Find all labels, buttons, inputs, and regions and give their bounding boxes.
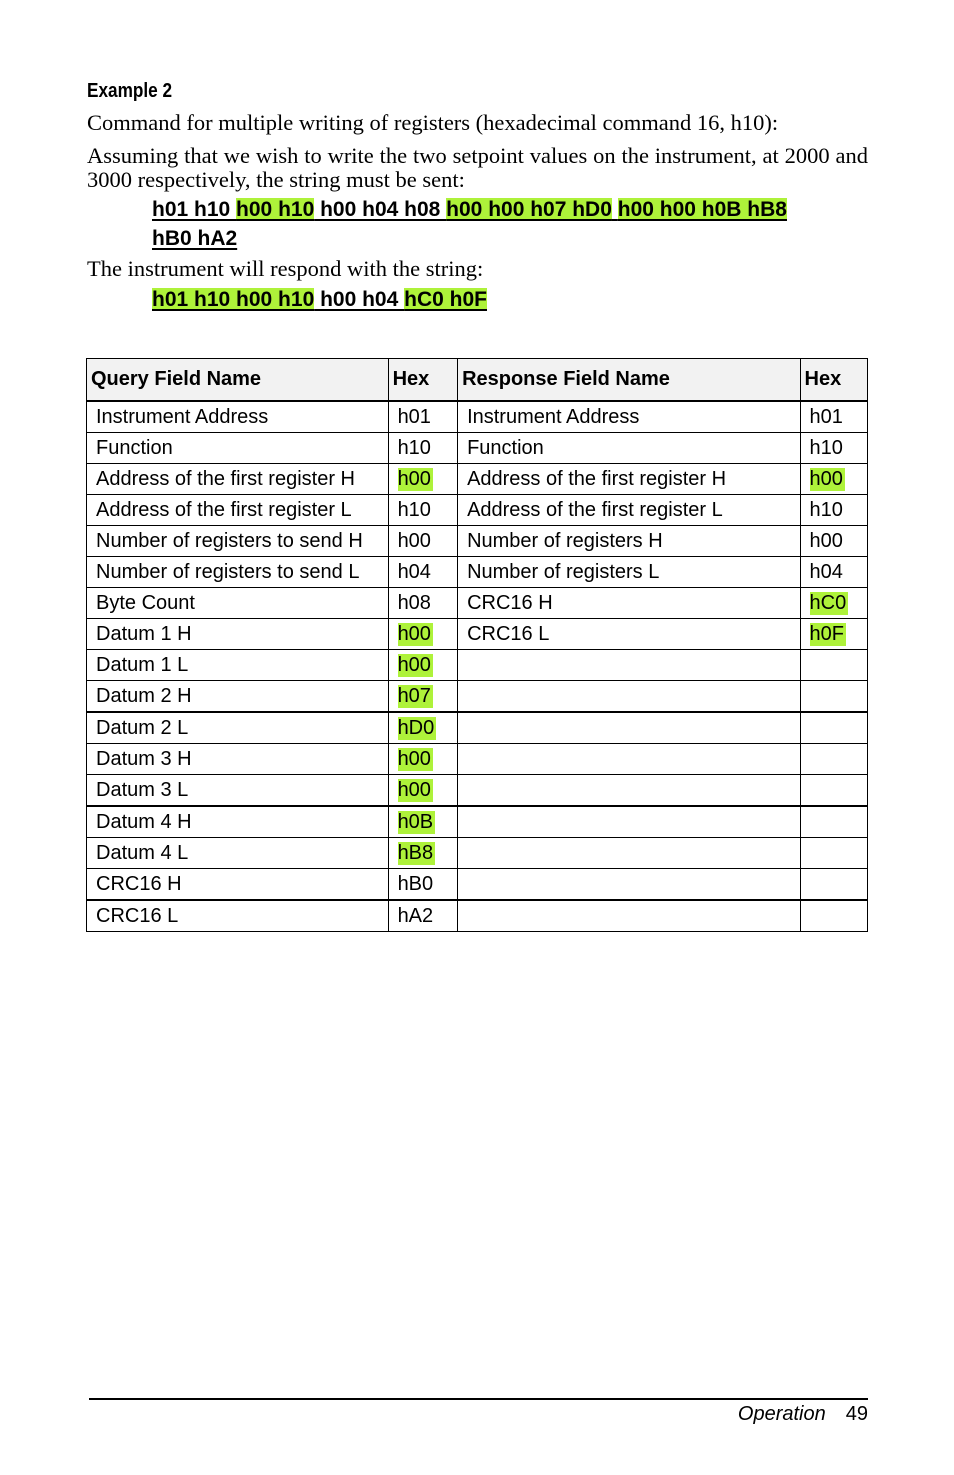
query-field-cell: Function (87, 433, 389, 464)
hex-value: h10 (397, 498, 431, 521)
response-field-cell (458, 869, 800, 901)
query-hex-cell (388, 650, 458, 681)
response-hex-cell (800, 464, 867, 495)
hex-value: h00 (397, 653, 431, 676)
header-query-hex: Hex (388, 359, 458, 402)
response-field-cell: Instrument Address (458, 401, 800, 433)
response-hex-cell (800, 869, 867, 901)
hex-value: h00 (397, 467, 431, 490)
response-hex-cell (800, 681, 867, 713)
response-field-cell: Number of registers L (458, 557, 800, 588)
query-hex-cell (388, 619, 458, 650)
response-command-string (152, 285, 868, 314)
query-field-cell: Address of the first register H (87, 464, 389, 495)
query-hex-cell (388, 433, 458, 464)
query-hex-cell (388, 869, 458, 901)
response-field-cell: CRC16 H (458, 588, 800, 619)
response-hex-cell (800, 526, 867, 557)
table-row (87, 806, 868, 838)
hex-value: hB8 (397, 841, 434, 864)
sent-command-segment: h00 h04 h08 (314, 198, 447, 221)
sent-command-line-1 (152, 195, 868, 224)
query-field-cell: Datum 2 H (87, 681, 389, 713)
hex-value: h04 (397, 560, 431, 583)
query-hex-cell (388, 495, 458, 526)
sent-command-segment: h00 h10 (236, 198, 315, 221)
sent-command-segment: h00 h00 h0B hB8 (617, 198, 787, 221)
response-field-cell (458, 712, 800, 744)
query-field-cell: Datum 3 L (87, 775, 389, 807)
query-field-cell: Address of the first register L (87, 495, 389, 526)
table-row (87, 526, 868, 557)
example-heading: Example 2 (87, 80, 173, 102)
response-hex-cell (800, 838, 867, 869)
query-field-cell: Number of registers to send L (87, 557, 389, 588)
query-hex-cell (388, 526, 458, 557)
table-row (87, 744, 868, 775)
response-hex-cell (800, 900, 867, 932)
response-hex-cell (800, 619, 867, 650)
response-field-cell: Address of the first register L (458, 495, 800, 526)
query-hex-cell (388, 775, 458, 807)
table-row (87, 650, 868, 681)
query-hex-cell (388, 744, 458, 775)
response-field-cell: Address of the first register H (458, 464, 800, 495)
footer-divider (89, 1398, 868, 1400)
hex-value: h10 (397, 436, 431, 459)
response-field-cell (458, 744, 800, 775)
response-field-cell: Function (458, 433, 800, 464)
sent-command-segment (612, 198, 618, 221)
hex-value: h10 (809, 436, 843, 459)
query-field-cell: Instrument Address (87, 401, 389, 433)
page-number: 49 (845, 1403, 868, 1425)
table-row (87, 588, 868, 619)
hex-value: h0B (397, 810, 434, 833)
hex-value: hD0 (397, 716, 435, 739)
query-hex-cell (388, 900, 458, 932)
header-response-hex: Hex (800, 359, 867, 402)
query-hex-cell (388, 401, 458, 433)
hex-value: hB0 (397, 872, 434, 895)
query-field-cell: Datum 1 H (87, 619, 389, 650)
table-header-row (87, 359, 868, 402)
hex-value: h08 (397, 591, 431, 614)
sent-command-segment: hB0 hA2 (152, 227, 238, 250)
response-field-cell: CRC16 L (458, 619, 800, 650)
sent-command-segment: h00 h00 h07 hD0 (446, 198, 612, 221)
table-row (87, 433, 868, 464)
table-row (87, 838, 868, 869)
hex-value: h00 (397, 747, 431, 770)
query-field-cell: Datum 4 L (87, 838, 389, 869)
response-field-cell (458, 775, 800, 807)
header-query-field: Query Field Name (87, 359, 389, 402)
footer-section-name: Operation (737, 1403, 826, 1425)
response-command-line-1 (152, 285, 868, 314)
table-row (87, 900, 868, 932)
query-hex-cell (388, 464, 458, 495)
response-hex-cell (800, 650, 867, 681)
table-row (87, 869, 868, 901)
hex-value: h10 (809, 498, 843, 521)
register-table (86, 358, 868, 932)
query-hex-cell (388, 557, 458, 588)
response-field-cell: Number of registers H (458, 526, 800, 557)
hex-value: hC0 (809, 591, 847, 614)
query-field-cell: Datum 2 L (87, 712, 389, 744)
query-field-cell: Number of registers to send H (87, 526, 389, 557)
hex-value: h00 (397, 622, 431, 645)
command-description: Command for multiple writing of registers (hexadecimal command 16, h10): (87, 110, 779, 135)
hex-value: h07 (397, 684, 431, 707)
response-hex-cell (800, 712, 867, 744)
response-hex-cell (800, 495, 867, 526)
query-hex-cell (388, 806, 458, 838)
query-hex-cell (388, 712, 458, 744)
response-command-segment: h01 h10 h00 h10 (152, 288, 315, 311)
sent-command-line-2 (152, 224, 868, 253)
response-hex-cell (800, 401, 867, 433)
response-hex-cell (800, 806, 867, 838)
response-field-cell (458, 806, 800, 838)
table-row (87, 401, 868, 433)
response-field-cell (458, 681, 800, 713)
response-field-cell (458, 650, 800, 681)
response-hex-cell (800, 744, 867, 775)
table-row (87, 681, 868, 713)
table-row (87, 712, 868, 744)
response-hex-cell (800, 557, 867, 588)
page-footer (738, 1401, 868, 1427)
table-row (87, 619, 868, 650)
sent-command-string (152, 195, 868, 253)
header-response-field: Response Field Name (458, 359, 800, 402)
hex-value: h00 (809, 529, 843, 552)
response-command-segment: h00 h04 (314, 288, 405, 311)
table-body (87, 401, 868, 932)
hex-value: hA2 (397, 904, 434, 927)
query-field-cell: CRC16 H (87, 869, 389, 901)
query-field-cell: CRC16 L (87, 900, 389, 932)
query-hex-cell (388, 838, 458, 869)
hex-value: h0F (809, 622, 844, 645)
sent-command-segment: h01 h10 (152, 198, 237, 221)
table-row (87, 495, 868, 526)
query-field-cell: Datum 1 L (87, 650, 389, 681)
query-hex-cell (388, 588, 458, 619)
query-field-cell: Datum 4 H (87, 806, 389, 838)
query-field-cell: Byte Count (87, 588, 389, 619)
response-hex-cell (800, 775, 867, 807)
hex-value: h00 (397, 529, 431, 552)
table-row (87, 775, 868, 807)
setpoint-description: Assuming that we wish to write the two setpoint values on the instrument, at 2000 and 3000 respectively, the string must be sent: (87, 143, 868, 192)
query-hex-cell (388, 681, 458, 713)
table-row (87, 464, 868, 495)
response-command-segment: hC0 h0F (404, 288, 487, 311)
response-hex-cell (800, 588, 867, 619)
response-field-cell (458, 900, 800, 932)
hex-value: h00 (809, 467, 843, 490)
response-field-cell (458, 838, 800, 869)
hex-value: h01 (809, 405, 843, 428)
response-hex-cell (800, 433, 867, 464)
hex-value: h01 (397, 405, 431, 428)
hex-value: h04 (809, 560, 843, 583)
hex-value: h00 (397, 778, 431, 801)
response-description: The instrument will respond with the string: (87, 256, 484, 281)
table-row (87, 557, 868, 588)
query-field-cell: Datum 3 H (87, 744, 389, 775)
